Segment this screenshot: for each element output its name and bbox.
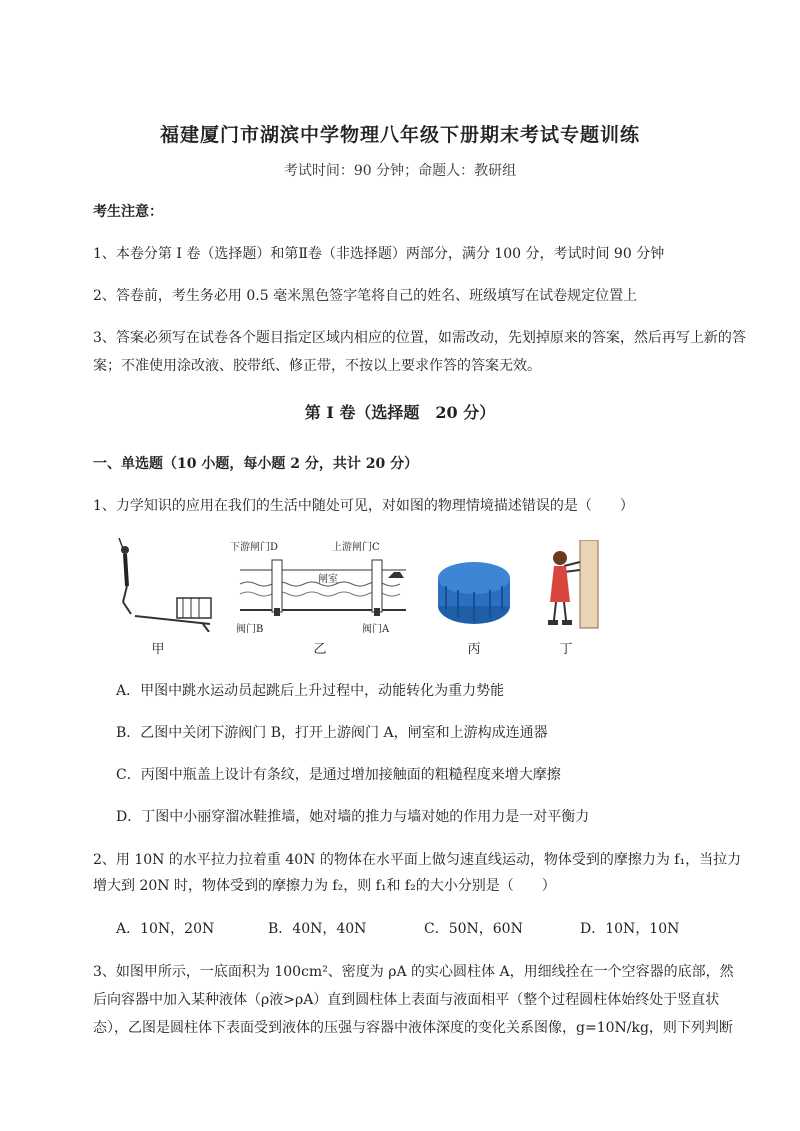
- part-heading: 一、单选题（10 小题，每小题 2 分，共计 20 分）: [93, 456, 419, 472]
- question-2-option-b[interactable]: B．40N，40N: [268, 921, 367, 937]
- question-3-line-2: 后向容器中加入某种液体（ρ液>ρA）直到圆柱体上表面与液面相平（整个过程圆柱体始终处于竖直状: [93, 992, 720, 1008]
- lock-label-chamber: 闸室: [318, 574, 338, 585]
- girl-pushing-wall-illustration: [536, 540, 600, 632]
- notice-item-2: 2、答卷前，考生务必用 0.5 毫米黑色签字笔将自己的姓名、班级填写在试卷规定位置上: [93, 288, 638, 304]
- figure-label-ding: 丁: [559, 642, 573, 657]
- figure-label-jia: 甲: [151, 642, 165, 657]
- page-title: 福建厦门市湖滨中学物理八年级下册期末考试专题训练: [159, 124, 640, 146]
- question-1-figure: [100, 536, 600, 662]
- diver-illustration: [105, 536, 215, 632]
- bottle-cap-illustration: [432, 556, 516, 632]
- lock-label-down-gate: 下游闸门D: [230, 542, 279, 553]
- notice-item-1: 1、本卷分第 I 卷（选择题）和第Ⅱ卷（非选择题）两部分，满分 100 分，考试时间 90 分钟: [93, 246, 665, 262]
- notice-item-3: 3、答案必须写在试卷各个题目指定区域内相应的位置，如需改动，先划掉原来的答案，然后再写上新的答案；不准使用涂改液、胶带纸、修正带，不按以上要求作答的答案无效。: [93, 330, 746, 374]
- question-1-option-a[interactable]: A．甲图中跳水运动员起跳后上升过程中，动能转化为重力势能: [116, 683, 505, 699]
- exam-info: 考试时间：90 分钟；命题人：教研组: [283, 163, 517, 179]
- question-1-option-c[interactable]: C．丙图中瓶盖上设计有条纹，是通过增加接触面的粗糙程度来增大摩擦: [116, 767, 561, 783]
- lock-label-valve-a: 阀门A: [362, 624, 390, 635]
- question-2-option-a[interactable]: A．10N，20N: [116, 921, 215, 937]
- question-3-line-3: 态），乙图是圆柱体下表面受到液体的压强与容器中液体深度的变化关系图像，g=10N/kg，则下列判断: [93, 1020, 733, 1036]
- question-2-option-d[interactable]: D．10N，10N: [580, 921, 680, 937]
- question-2-option-c[interactable]: C．50N，60N: [424, 921, 523, 937]
- figure-label-yi: 乙: [313, 642, 327, 657]
- lock-label-up-gate: 上游闸门C: [332, 542, 380, 553]
- lock-label-valve-b: 阀门B: [236, 624, 264, 635]
- figure-label-bing: 丙: [467, 642, 481, 657]
- question-3-line-1: 3、如图甲所示，一底面积为 100cm²、密度为 ρA 的实心圆柱体 A，用细线拴在一个空容器的底部，然: [93, 964, 734, 980]
- question-2-stem-line-2: 增大到 20N 时，物体受到的摩擦力为 f₂，则 f₁和 f₂的大小分别是（ ）: [93, 878, 556, 894]
- question-1-option-d[interactable]: D．丁图中小丽穿溜冰鞋推墙，她对墙的推力与墙对她的作用力是一对平衡力: [116, 809, 590, 825]
- question-2-stem-line-1: 2、用 10N 的水平拉力拉着重 40N 的物体在水平面上做匀速直线运动，物体受到的摩擦力为 f₁，当拉力: [93, 852, 742, 868]
- question-1-option-b[interactable]: B．乙图中关闭下游阀门 B，打开上游阀门 A，闸室和上游构成连通器: [116, 725, 548, 741]
- ship-lock-illustration: [238, 550, 408, 616]
- section-title: 第 I 卷（选择题 20 分）: [304, 403, 496, 422]
- notice-heading: 考生注意：: [93, 204, 163, 220]
- question-1-stem: 1、力学知识的应用在我们的生活中随处可见，对如图的物理情境描述错误的是（ ）: [93, 498, 634, 514]
